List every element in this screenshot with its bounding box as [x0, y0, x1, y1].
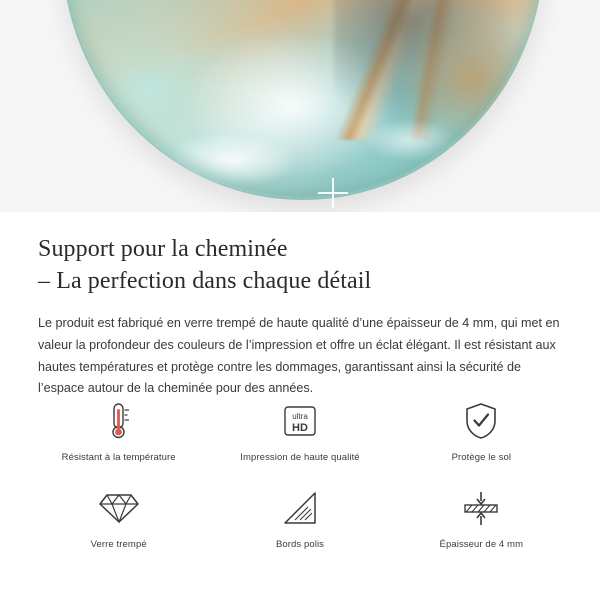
- feature-label: Bords polis: [275, 539, 325, 550]
- feature-label: Épaisseur de 4 mm: [439, 539, 524, 550]
- feature-row-2: [28, 485, 572, 550]
- page-title-line2: – La perfection dans chaque détail: [38, 267, 372, 294]
- svg-text:HD: HD: [292, 422, 308, 434]
- feature-item-thickness: [391, 485, 572, 550]
- diamond-icon: [98, 485, 140, 531]
- thickness-4mm-icon: [459, 485, 503, 531]
- feature-item-polished-edges: [209, 485, 390, 550]
- description-text-block: [0, 212, 600, 400]
- svg-text:ultra: ultra: [292, 412, 308, 421]
- page-title-line1: Support pour la cheminée: [38, 236, 288, 262]
- feature-item-print-quality: [209, 398, 390, 463]
- feature-list: [0, 398, 600, 550]
- feature-label: Résistant à la température: [61, 452, 176, 463]
- feature-item-floor-protection: [391, 398, 572, 463]
- hero-image: [0, 0, 600, 212]
- feature-label: Protège le sol: [451, 452, 512, 463]
- feature-label: Verre trempé: [90, 539, 147, 550]
- description-paragraph: Le produit est fabriqué en verre trempé de haute qualité d’une épaisseur de 4 mm, qui met en valeur la profondeur des couleurs de l’impression et offre un éclat élégant. Il est résistant aux hautes températures et protège contre les dommages, garantissant ainsi la sécurité de l’espace autour de la cheminée pour des années.: [38, 316, 560, 396]
- ultra-hd-icon: [280, 398, 320, 444]
- feature-label: Impression de haute qualité: [240, 452, 360, 463]
- polished-edges-icon: [281, 485, 319, 531]
- shield-check-icon: [462, 398, 500, 444]
- feature-row-1: [28, 398, 572, 463]
- thermometer-icon: [102, 398, 136, 444]
- feature-item-tempered-glass: [28, 485, 209, 550]
- feature-item-temperature: [28, 398, 209, 463]
- page-title: [38, 234, 562, 297]
